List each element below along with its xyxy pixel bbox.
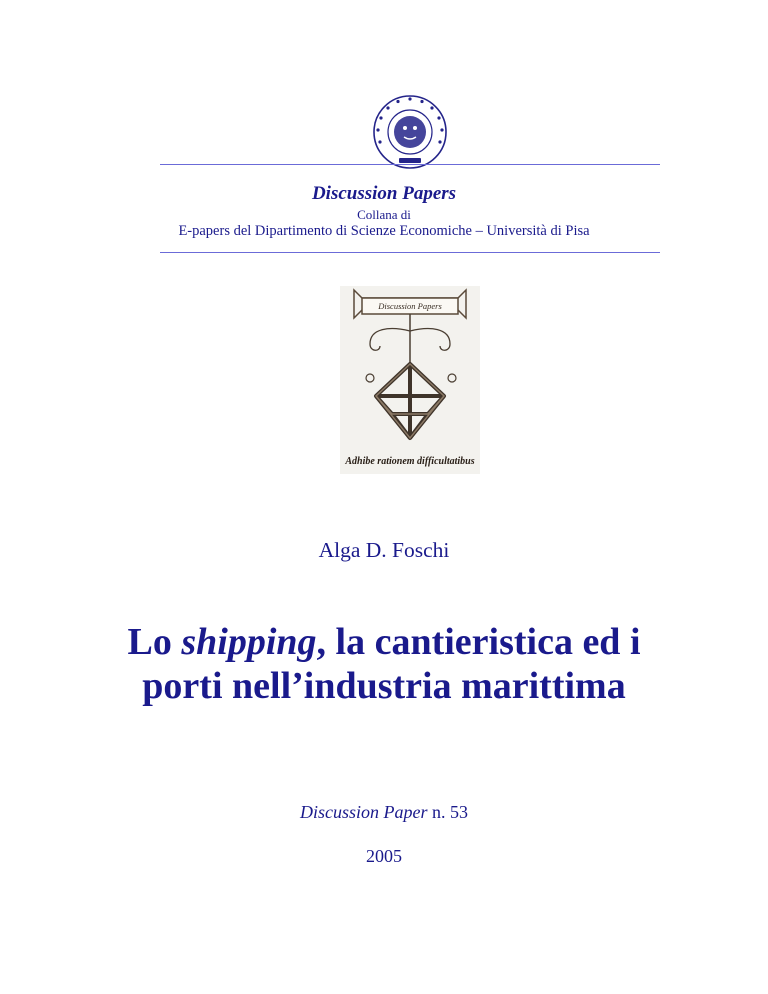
header-bottom-rule xyxy=(160,252,660,253)
emblem-banner-text: Discussion Papers xyxy=(378,301,442,311)
university-seal-logo xyxy=(372,94,448,170)
paper-title-line-2: porti nell’industria marittima xyxy=(142,665,626,707)
discussion-papers-emblem-logo xyxy=(340,286,480,474)
series-department: E-papers del Dipartimento di Scienze Economiche – Università di Pisa xyxy=(178,223,590,239)
paper-title xyxy=(0,620,768,708)
author-name: Alga D. Foschi xyxy=(318,538,450,562)
series-collection-label: Collana di xyxy=(357,207,411,222)
paper-label: Discussion Paper xyxy=(300,802,428,822)
emblem-motto: Adhibe rationem difficultatibus xyxy=(345,456,475,467)
series-title: Discussion Papers xyxy=(311,183,457,204)
header-top-rule xyxy=(160,164,660,165)
paper-number xyxy=(0,802,768,823)
paper-number-value: n. 53 xyxy=(427,802,468,822)
title-prefix: Lo xyxy=(127,621,182,663)
title-italic-word: shipping xyxy=(181,621,317,663)
publication-year: 2005 xyxy=(366,846,402,866)
title-suffix: , la cantieristica ed i xyxy=(316,621,641,663)
paper-title-line-1 xyxy=(0,620,768,664)
